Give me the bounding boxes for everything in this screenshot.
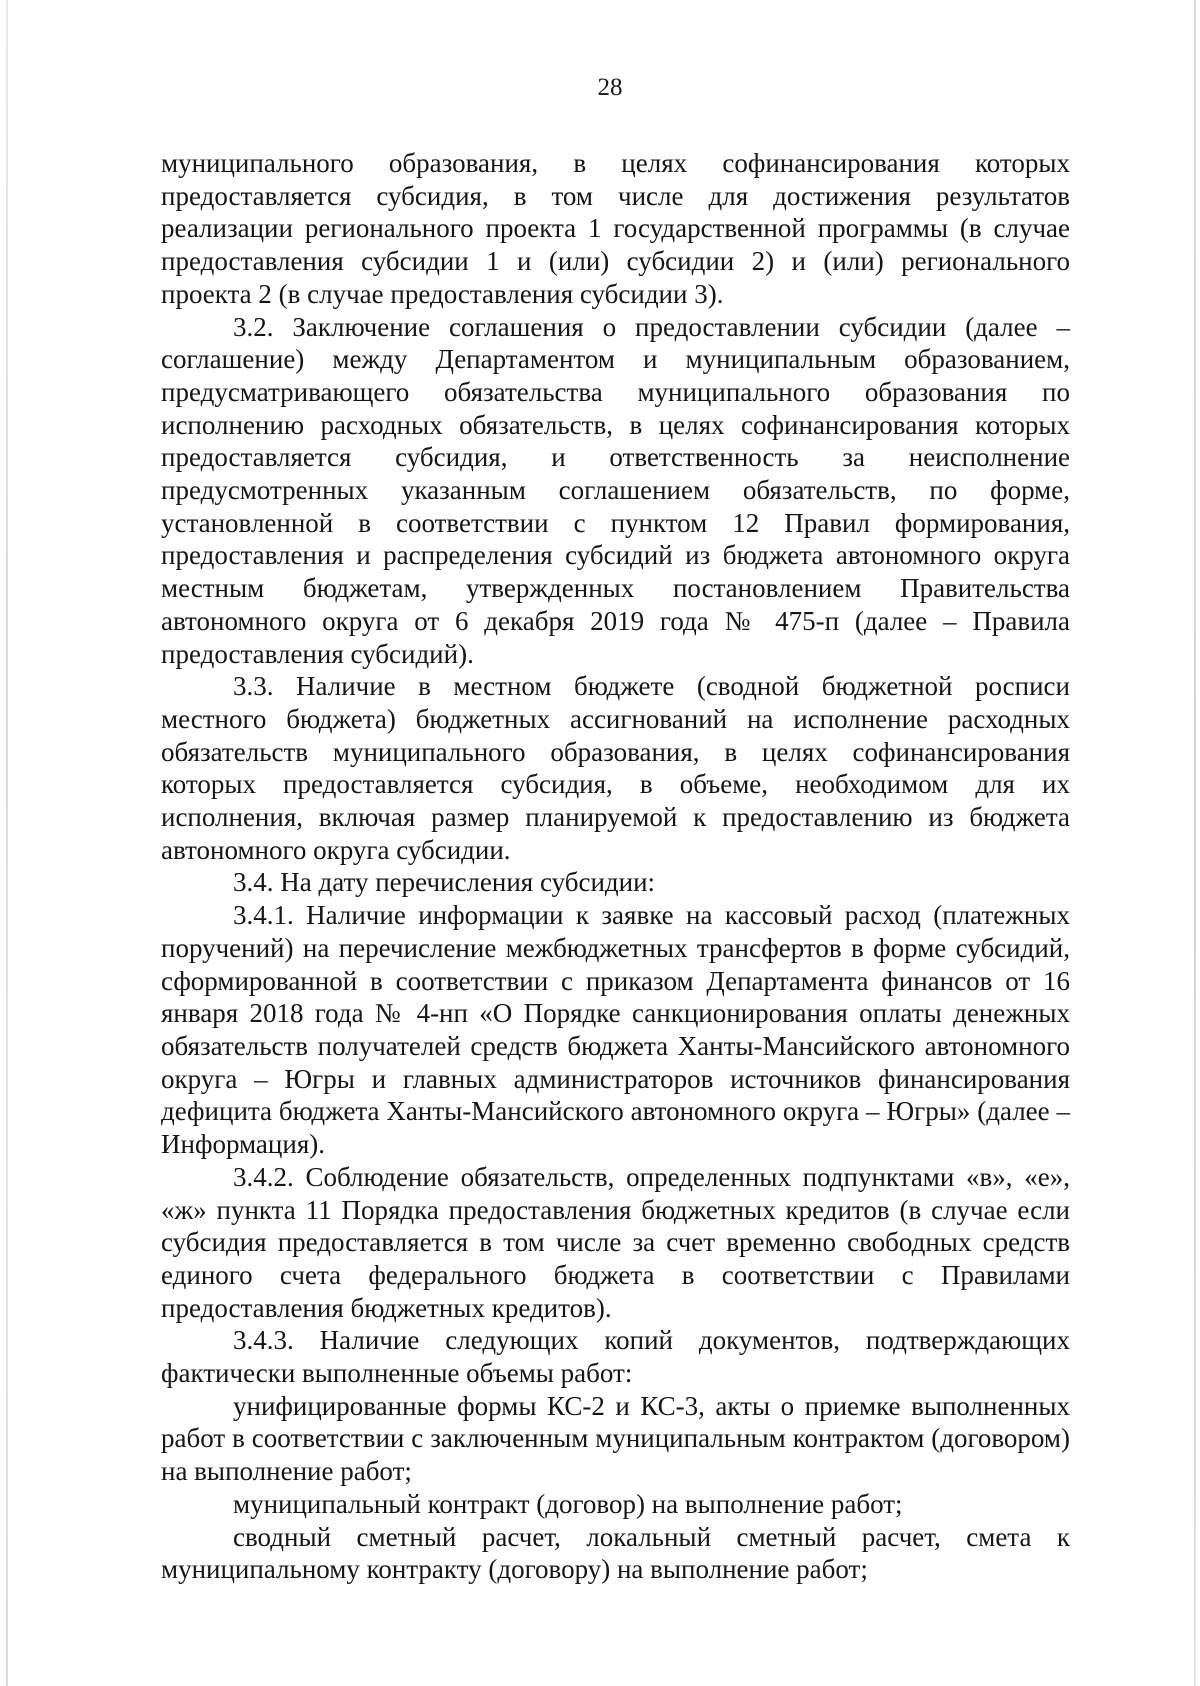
paragraph-3-2: 3.2. Заключение соглашения о предоставлении субсидии (далее – соглашение) между Департаментом и муниципальным образованием, предусматривающего обязательства муниципального образования по исполнению расходных обязательств, в целях софинансирования которых предоставляется субсидия, и ответственность за неисполнение предусмотренных указанным соглашением обязательств, по форме, установленной в соответствии с пунктом 12 Правил формирования, предоставления и распределения субсидий из бюджета автономного округа местным бюджетам, утвержденных постановлением Правительства автономного округа от 6 декабря 2019 года № 475-п (далее – Правила предоставления субсидий). — [161, 311, 1070, 669]
paragraph-3-4-1: 3.4.1. Наличие информации к заявке на кассовый расход (платежных поручений) на перечисление межбюджетных трансфертов в форме субсидий, сформированной в соответствии с приказом Департамента финансов от 16 января 2018 года № 4-нп «О Порядке санкционирования оплаты денежных обязательств получателей средств бюджета Ханты-Мансийского автономного округа – Югры и главных администраторов источников финансирования дефицита бюджета Ханты-Мансийского автономного округа – Югры» (далее – Информация). — [161, 900, 1070, 1160]
paragraph-3-3: 3.3. Наличие в местном бюджете (сводной бюджетной росписи местного бюджета) бюджетных ассигнований на исполнение расходных обязательств муниципального образования, в целях софинансирования которых предоставляется субсидия, в объеме, необходимом для их исполнения, включая размер планируемой к предоставлению из бюджета автономного округа субсидии. — [161, 671, 1070, 865]
paragraph-3-4-2: 3.4.2. Соблюдение обязательств, определенных подпунктами «в», «е», «ж» пункта 11 Порядка предоставления бюджетных кредитов (в случае если субсидия предоставляется в том числе за счет временно свободных средств единого счета федерального бюджета в соответствии с Правилами предоставления бюджетных кредитов). — [161, 1161, 1070, 1323]
document-body — [161, 147, 1070, 1586]
scan-edge-left — [6, 0, 8, 1686]
paragraph-3-4: 3.4. На дату перечисления субсидии: — [233, 867, 656, 898]
list-item-ks-forms: унифицированные формы КС-2 и КС-3, акты о приемке выполненных работ в соответствии с заключенным муниципальным контрактом (договором) на выполнение работ; — [161, 1390, 1070, 1487]
page-number: 28 — [597, 74, 623, 101]
paragraph-3-4-3: 3.4.3. Наличие следующих копий документов, подтверждающих фактически выполненные объемы работ: — [161, 1325, 1070, 1389]
list-item-estimate: сводный сметный расчет, локальный сметный расчет, смета к муниципальному контракту (договору) на выполнение работ; — [161, 1521, 1070, 1585]
scan-edge-right — [1194, 0, 1196, 1686]
paragraph-continuation: муниципального образования, в целях софинансирования которых предоставляется субсидия, в том числе для достижения результатов реализации регионального проекта 1 государственной программы (в случае предоставления субсидии 1 и (или) субсидии 2) и (или) регионального проекта 2 (в случае предоставления субсидии 3). — [161, 148, 1070, 309]
list-item-contract: муниципальный контракт (договор) на выполнение работ; — [233, 1488, 903, 1519]
